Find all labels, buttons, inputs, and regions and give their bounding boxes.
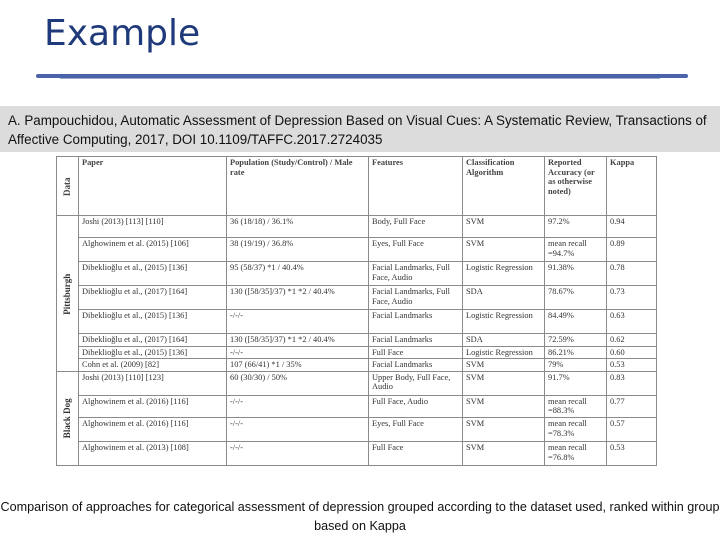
cell-population: 38 (19/19) / 36.8%	[227, 238, 369, 262]
slide-caption: Comparison of approaches for categorical assessment of depression grouped according to the dataset used, ranked within group based on Kappa	[0, 500, 720, 533]
cell-algorithm: SVM	[463, 395, 545, 417]
cell-kappa: 0.57	[607, 417, 657, 441]
cell-accuracy: 84.49%	[545, 310, 607, 334]
table-row	[57, 286, 657, 310]
table-row	[57, 395, 657, 417]
cell-population: 60 (30/30) / 50%	[227, 371, 369, 395]
title-underline-shadow	[60, 78, 660, 79]
table-row	[57, 310, 657, 334]
header-features: Features	[369, 157, 463, 216]
cell-features: Facial Landmarks	[369, 310, 463, 334]
cell-accuracy: 72.59%	[545, 334, 607, 347]
table-row	[57, 371, 657, 395]
cell-algorithm: SVM	[463, 417, 545, 441]
header-data: Data	[57, 157, 79, 216]
cell-algorithm: SDA	[463, 334, 545, 347]
cell-algorithm: SVM	[463, 441, 545, 465]
header-kappa: Kappa	[607, 157, 657, 216]
cell-accuracy: 78.67%	[545, 286, 607, 310]
cell-accuracy: mean recall =94.7%	[545, 238, 607, 262]
cell-algorithm: SDA	[463, 286, 545, 310]
table-row	[57, 441, 657, 465]
cell-accuracy: mean recall =76.8%	[545, 441, 607, 465]
header-algorithm: Classification Algorithm	[463, 157, 545, 216]
table-row	[57, 334, 657, 347]
cell-algorithm: Logistic Regression	[463, 262, 545, 286]
cell-features: Facial Landmarks	[369, 334, 463, 347]
cell-algorithm: SVM	[463, 238, 545, 262]
cell-population: 36 (18/18) / 36.1%	[227, 216, 369, 238]
cell-paper: Dibeklioğlu et al., (2015) [136]	[79, 262, 227, 286]
group-label: Pittsburgh	[57, 216, 79, 372]
cell-features: Full Face, Audio	[369, 395, 463, 417]
cell-accuracy: 97.2%	[545, 216, 607, 238]
header-paper: Paper	[79, 157, 227, 216]
cell-population: -/-/-	[227, 395, 369, 417]
table-row	[57, 216, 657, 238]
cell-features: Eyes, Full Face	[369, 417, 463, 441]
cell-kappa: 0.60	[607, 346, 657, 359]
cell-features: Facial Landmarks, Full Face, Audio	[369, 262, 463, 286]
cell-accuracy: 86.21%	[545, 346, 607, 359]
table-row	[57, 417, 657, 441]
cell-paper: Dibeklioğlu et al., (2015) [136]	[79, 310, 227, 334]
cell-accuracy: 91.38%	[545, 262, 607, 286]
group-label: Black Dog	[57, 371, 79, 465]
cell-kappa: 0.94	[607, 216, 657, 238]
table-row	[57, 238, 657, 262]
cell-kappa: 0.53	[607, 441, 657, 465]
cell-features: Facial Landmarks, Full Face, Audio	[369, 286, 463, 310]
cell-paper: Alghowinem et al. (2015) [106]	[79, 238, 227, 262]
cell-population: -/-/-	[227, 310, 369, 334]
cell-population: -/-/-	[227, 417, 369, 441]
cell-features: Full Face	[369, 441, 463, 465]
cell-kappa: 0.77	[607, 395, 657, 417]
cell-algorithm: Logistic Regression	[463, 310, 545, 334]
table-row	[57, 346, 657, 359]
slide-title: Example	[44, 13, 201, 54]
reference-citation: A. Pampouchidou, Automatic Assessment of Depression Based on Visual Cues: A Systematic Review, Transactions of Affective Computing, 2017, DOI 10.1109/TAFFC.2017.2724035	[0, 106, 720, 152]
cell-paper: Joshi (2013) [113] [110]	[79, 216, 227, 238]
cell-features: Full Face	[369, 346, 463, 359]
cell-population: 130 ([58/35]/37) *1 *2 / 40.4%	[227, 286, 369, 310]
cell-paper: Joshi (2013) [110] [123]	[79, 371, 227, 395]
cell-algorithm: SVM	[463, 216, 545, 238]
cell-paper: Dibeklioğlu et al., (2017) [164]	[79, 334, 227, 347]
table-row	[57, 359, 657, 372]
cell-paper: Cohn et al. (2009) [82]	[79, 359, 227, 372]
cell-features: Body, Full Face	[369, 216, 463, 238]
cell-paper: Dibeklioğlu et al., (2015) [136]	[79, 346, 227, 359]
cell-population: -/-/-	[227, 441, 369, 465]
cell-features: Upper Body, Full Face, Audio	[369, 371, 463, 395]
cell-kappa: 0.53	[607, 359, 657, 372]
table-header-row	[57, 157, 657, 216]
cell-kappa: 0.89	[607, 238, 657, 262]
cell-kappa: 0.62	[607, 334, 657, 347]
header-population: Population (Study/Control) / Male rate	[227, 157, 369, 216]
comparison-table	[56, 156, 657, 466]
cell-accuracy: mean recall =88.3%	[545, 395, 607, 417]
cell-population: 107 (66/41) *1 / 35%	[227, 359, 369, 372]
comparison-table-image	[56, 156, 656, 484]
cell-kappa: 0.63	[607, 310, 657, 334]
cell-accuracy: 91.7%	[545, 371, 607, 395]
cell-kappa: 0.78	[607, 262, 657, 286]
cell-algorithm: Logistic Regression	[463, 346, 545, 359]
cell-paper: Alghowinem et al. (2016) [116]	[79, 395, 227, 417]
cell-algorithm: SVM	[463, 371, 545, 395]
cell-kappa: 0.73	[607, 286, 657, 310]
cell-features: Facial Landmarks	[369, 359, 463, 372]
cell-paper: Alghowinem et al. (2016) [116]	[79, 417, 227, 441]
cell-kappa: 0.83	[607, 371, 657, 395]
cell-population: 130 ([58/35]/37) *1 *2 / 40.4%	[227, 334, 369, 347]
cell-paper: Dibeklioğlu et al., (2017) [164]	[79, 286, 227, 310]
cell-population: -/-/-	[227, 346, 369, 359]
table-row	[57, 262, 657, 286]
cell-accuracy: 79%	[545, 359, 607, 372]
cell-features: Eyes, Full Face	[369, 238, 463, 262]
cell-algorithm: SVM	[463, 359, 545, 372]
cell-population: 95 (58/37) *1 / 40.4%	[227, 262, 369, 286]
header-accuracy: Reported Accuracy (or as otherwise noted)	[545, 157, 607, 216]
table-body	[57, 216, 657, 466]
cell-accuracy: mean recall =78.3%	[545, 417, 607, 441]
cell-paper: Alghowinem et al. (2013) [108]	[79, 441, 227, 465]
